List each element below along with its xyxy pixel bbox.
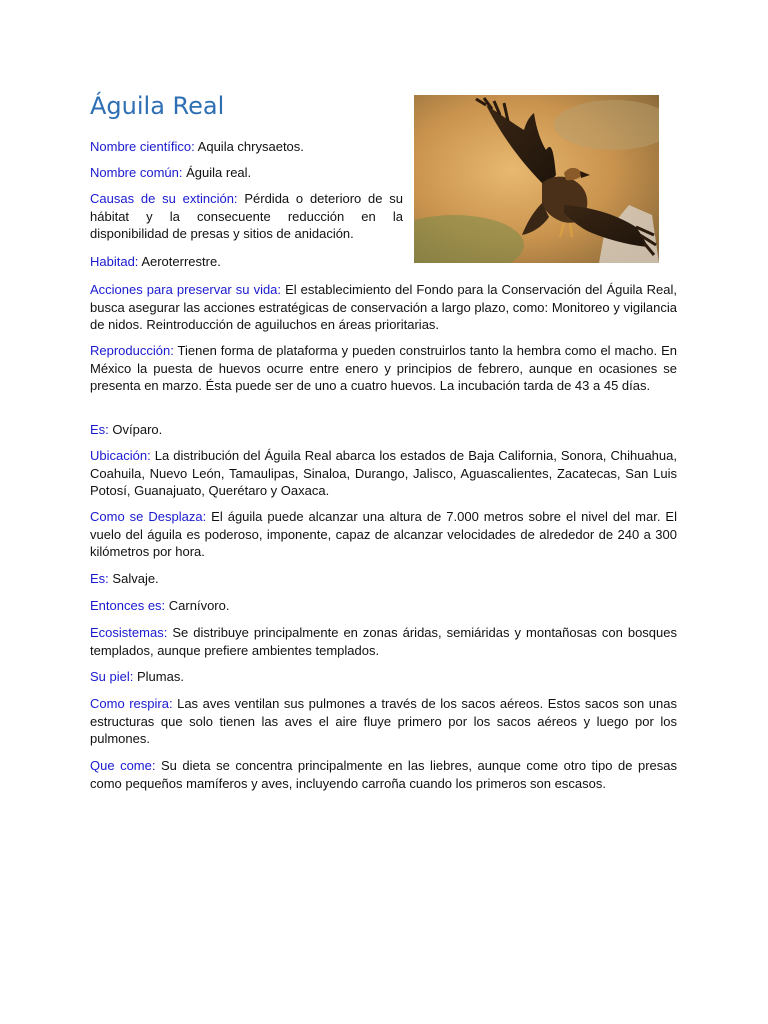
section-text: Aquila chrysaetos. [197, 139, 304, 154]
section-text: Se distribuye principalmente en zonas áridas, semiáridas y montañosas con bosques templados, aunque prefiere ambientes templados. [90, 625, 677, 658]
section-causas-extincion [90, 190, 403, 243]
section-label: Como se Desplaza: [90, 509, 207, 524]
section-label: Reproducción: [90, 343, 174, 358]
section-label: Es: [90, 571, 109, 586]
section-habitad [90, 253, 403, 271]
section-text: Las aves ventilan sus pulmones a través de los sacos aéreos. Estos sacos son unas estructuras que solo tienen las aves el aire fluye primero por los sacos aéreos y luego por los pulmones. [90, 696, 677, 746]
section-que-come [90, 757, 677, 792]
section-acciones [90, 281, 677, 334]
section-text: Aeroterrestre. [141, 254, 221, 269]
section-es-oviparo [90, 421, 677, 439]
section-label: Ubicación: [90, 448, 151, 463]
section-text: Salvaje. [112, 571, 159, 586]
page-title: Águila Real [90, 92, 225, 120]
section-nombre-cientifico [90, 138, 403, 156]
section-label: Nombre científico: [90, 139, 195, 154]
section-text: Águila real. [186, 165, 252, 180]
section-label: Es: [90, 422, 109, 437]
section-text: Plumas. [137, 669, 184, 684]
section-label: Como respira: [90, 696, 173, 711]
section-text: Pérdida o deterioro de su hábitat y la consecuente reducción en la disponibilidad de presas y sitios de anidación. [90, 191, 404, 241]
section-label: Su piel: [90, 669, 134, 684]
section-label: Nombre común: [90, 165, 183, 180]
eagle-photo [414, 95, 659, 263]
section-desplaza [90, 508, 677, 561]
section-reproduccion [90, 342, 677, 395]
section-label: Acciones para preservar su vida: [90, 282, 282, 297]
section-label: Ecosistemas: [90, 625, 168, 640]
section-text: Carnívoro. [168, 598, 230, 613]
section-text: Tienen forma de plataforma y pueden construirlos tanto la hembra como el macho. En México la puesta de huevos ocurre entre enero y principios de febrero, aunque en ocasiones se presenta en marzo. Ésta puede ser de uno a cuatro huevos. La incubación tarda de 43 a 45 días. [90, 343, 677, 393]
section-text: Ovíparo. [112, 422, 163, 437]
section-label: Habitad: [90, 254, 139, 269]
section-su-piel [90, 668, 677, 686]
section-entonces-es [90, 597, 677, 615]
section-text: La distribución del Águila Real abarca los estados de Baja California, Sonora, Chihuahua, Coahuila, Nuevo León, Tamaulipas, Sinaloa, Durango, Jalisco, Aguascalientes, Zacatecas, San Luis Potosí, Guanajuato, Querétaro y Oaxaca. [90, 448, 677, 498]
section-text: Su dieta se concentra principalmente en las liebres, aunque come otro tipo de presas como pequeños mamíferos y aves, incluyendo carroña cuando los primeros son escasos. [90, 758, 677, 791]
section-label: Que come: [90, 758, 156, 773]
section-label: Causas de su extinción: [90, 191, 238, 206]
section-label: Entonces es: [90, 598, 166, 613]
section-text: El águila puede alcanzar una altura de 7.000 metros sobre el nivel del mar. El vuelo del águila es poderoso, imponente, capaz de alcanzar velocidades de alrededor de 240 a 300 kilómetros por hora. [90, 509, 677, 559]
section-text: El establecimiento del Fondo para la Conservación del Águila Real, busca asegurar las acciones estratégicas de conservación a largo plazo, como: Monitoreo y vigilancia de nidos. Reintroducción de aguiluchos en áreas prioritarias. [90, 282, 677, 332]
section-nombre-comun [90, 164, 403, 182]
section-ecosistemas [90, 624, 677, 659]
section-como-respira [90, 695, 677, 748]
section-es-salvaje [90, 570, 677, 588]
section-ubicacion [90, 447, 677, 500]
